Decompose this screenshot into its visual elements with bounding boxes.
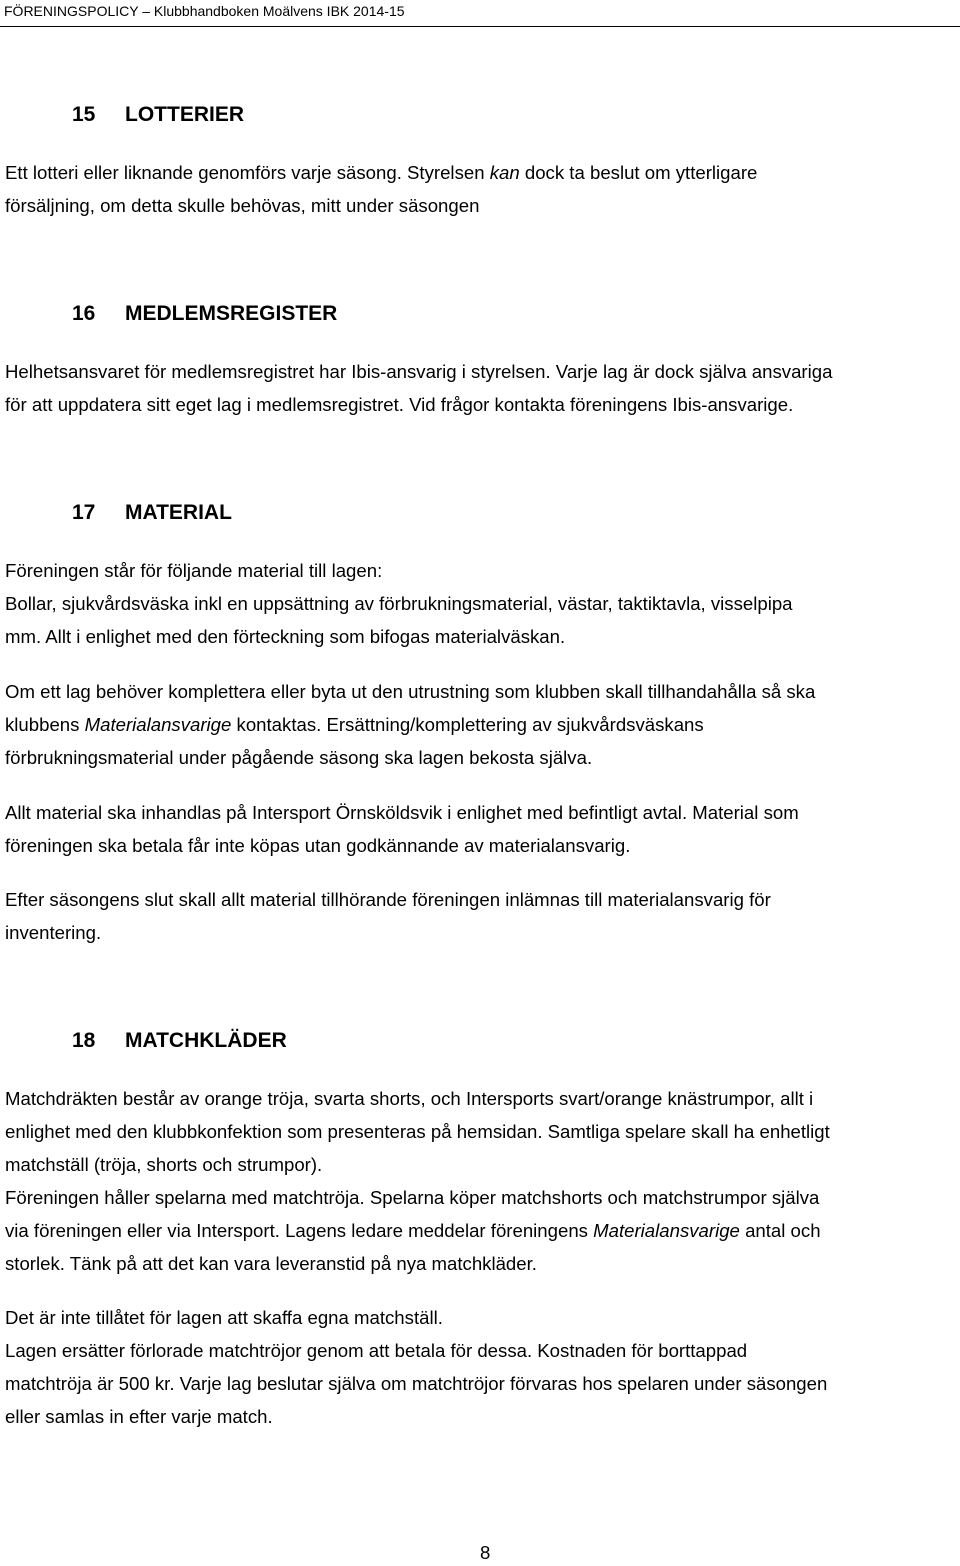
paragraph-line bbox=[5, 708, 704, 741]
text-run: via föreningen eller via Intersport. Lagens ledare meddelar föreningens bbox=[5, 1220, 594, 1241]
heading-16 bbox=[72, 302, 337, 326]
paragraph-line: förbrukningsmaterial under pågående säsong ska lagen bekosta själva. bbox=[5, 747, 593, 768]
paragraph-line: Helhetsansvaret för medlemsregistret har Ibis-ansvarig i styrelsen. Varje lag är dock själva ansvariga bbox=[5, 361, 833, 382]
paragraph-line: Lagen ersätter förlorade matchtröjor genom att betala för dessa. Kostnaden för borttappad bbox=[5, 1340, 748, 1361]
paragraph-line bbox=[5, 1214, 821, 1247]
paragraph-line: Det är inte tillåtet för lagen att skaffa egna matchställ. bbox=[5, 1307, 443, 1328]
paragraph-line: mm. Allt i enlighet med den förteckning som bifogas materialväskan. bbox=[5, 626, 566, 647]
page-header: FÖRENINGSPOLICY – Klubbhandboken Moälvens IBK 2014-15 bbox=[4, 3, 405, 19]
text-run: klubbens bbox=[5, 714, 85, 735]
section-title: LOTTERIER bbox=[125, 103, 244, 126]
heading-17 bbox=[72, 501, 232, 525]
heading-15 bbox=[72, 103, 244, 127]
emphasis-text: Materialansvarige bbox=[593, 1220, 740, 1241]
paragraph-line: Om ett lag behöver komplettera eller byta ut den utrustning som klubben skall tillhandahålla så ska bbox=[5, 681, 816, 702]
paragraph-line: storlek. Tänk på att det kan vara leveranstid på nya matchkläder. bbox=[5, 1253, 537, 1274]
paragraph-line: försäljning, om detta skulle behövas, mitt under säsongen bbox=[5, 195, 480, 216]
paragraph-line: Efter säsongens slut skall allt material tillhörande föreningen inlämnas till materialansvarig för bbox=[5, 889, 771, 910]
text-run: kontaktas. Ersättning/komplettering av sjukvårdsväskans bbox=[231, 714, 704, 735]
text-run: dock ta beslut om ytterligare bbox=[519, 162, 758, 183]
section-number: 16 bbox=[72, 302, 96, 325]
paragraph-line bbox=[5, 156, 757, 189]
section-title: MATCHKLÄDER bbox=[125, 1029, 287, 1052]
text-run: Ett lotteri eller liknande genomförs varje säsong. Styrelsen bbox=[5, 162, 490, 183]
paragraph-line: Bollar, sjukvårdsväska inkl en uppsättning av förbrukningsmaterial, västar, taktiktavla, visselpipa bbox=[5, 593, 793, 614]
section-title: MEDLEMSREGISTER bbox=[125, 302, 338, 325]
paragraph-line: föreningen ska betala får inte köpas utan godkännande av materialansvarig. bbox=[5, 835, 631, 856]
paragraph-line: Allt material ska inhandlas på Intersport Örnsköldsvik i enlighet med befintligt avtal. Material som bbox=[5, 802, 799, 823]
section-title: MATERIAL bbox=[125, 501, 232, 524]
section-number: 17 bbox=[72, 501, 96, 524]
text-run: antal och bbox=[739, 1220, 821, 1241]
paragraph-line: enlighet med den klubbkonfektion som presenteras på hemsidan. Samtliga spelare skall ha enhetligt bbox=[5, 1121, 830, 1142]
paragraph-line: Föreningen står för följande material till lagen: bbox=[5, 560, 383, 581]
page-number: 8 bbox=[480, 1542, 491, 1563]
section-number: 15 bbox=[72, 103, 96, 126]
paragraph-line: matchställ (tröja, shorts och strumpor). bbox=[5, 1154, 323, 1175]
section-number: 18 bbox=[72, 1029, 96, 1052]
paragraph-line: Föreningen håller spelarna med matchtröja. Spelarna köper matchshorts och matchstrumpor själva bbox=[5, 1187, 820, 1208]
emphasis-text: kan bbox=[489, 162, 520, 183]
emphasis-text: Materialansvarige bbox=[84, 714, 232, 735]
paragraph-line: för att uppdatera sitt eget lag i medlemsregistret. Vid frågor kontakta föreningens Ibis-ansvarige. bbox=[5, 394, 794, 415]
heading-18 bbox=[72, 1029, 287, 1053]
paragraph-line: eller samlas in efter varje match. bbox=[5, 1406, 273, 1427]
paragraph-line: Matchdräkten består av orange tröja, svarta shorts, och Intersports svart/orange knästrumpor, allt i bbox=[5, 1088, 814, 1109]
paragraph-line: matchtröja är 500 kr. Varje lag beslutar själva om matchtröjor förvaras hos spelaren under säsongen bbox=[5, 1373, 828, 1394]
paragraph-line: inventering. bbox=[5, 922, 102, 943]
header-divider bbox=[0, 26, 960, 27]
